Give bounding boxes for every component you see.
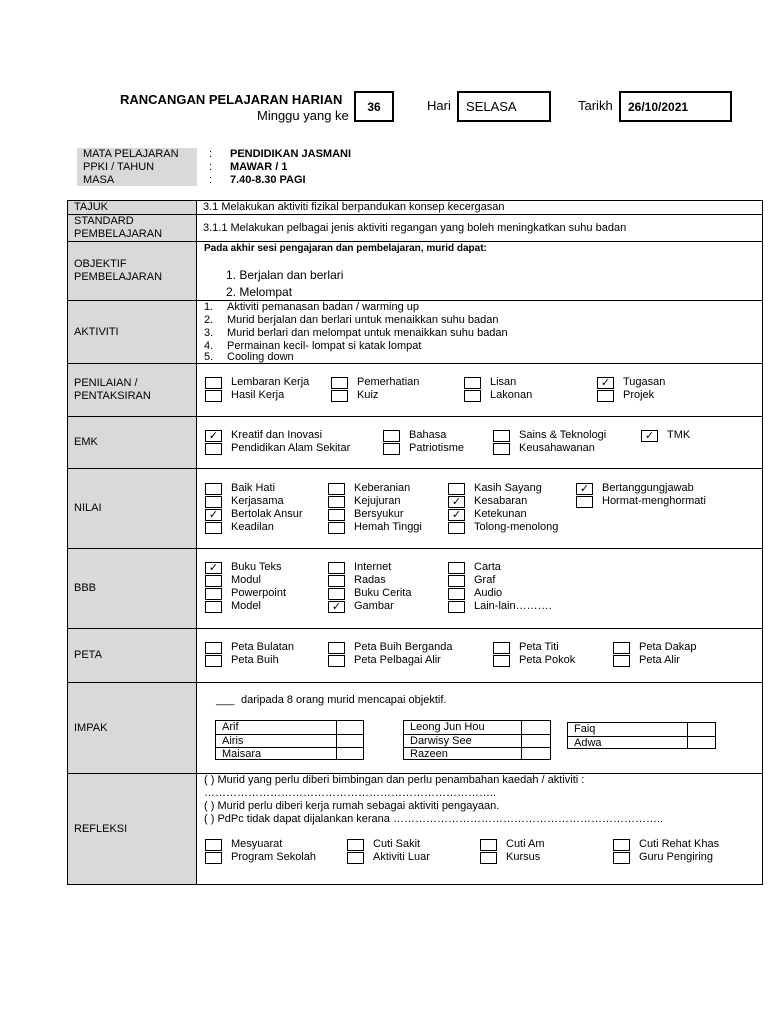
objektif-intro: Pada akhir sesi pengajaran dan pembelajaran, murid dapat:: [204, 243, 487, 254]
option-label: Tolong-menolong: [474, 521, 559, 533]
checkbox[interactable]: [331, 390, 348, 402]
option-label: Pendidikan Alam Sekitar: [231, 442, 351, 454]
student-name-table: [403, 720, 551, 760]
penilaian-label: PENILAIAN / PENTAKSIRAN: [68, 364, 197, 416]
option-label: Modul: [231, 574, 261, 586]
impak-blank[interactable]: ___: [216, 694, 235, 706]
refleksi-line: ……………………………………………………………………..: [204, 787, 497, 799]
option-label: Radas: [354, 574, 386, 586]
aktiviti-label: AKTIVITI: [68, 301, 197, 363]
refleksi-label: REFLEKSI: [68, 774, 197, 884]
checkbox[interactable]: [328, 642, 345, 654]
checkbox[interactable]: [448, 575, 465, 587]
checkmark-icon[interactable]: ✓: [597, 377, 614, 389]
option-label: Lakonan: [490, 389, 533, 401]
checkbox[interactable]: [328, 509, 345, 521]
student-name: Arif: [222, 721, 239, 733]
option-label: Sains & Teknologi: [519, 429, 607, 441]
checkbox[interactable]: [613, 655, 630, 667]
checkbox[interactable]: [613, 839, 630, 851]
option-label: Peta Alir: [639, 654, 680, 666]
option-label: Aktiviti Luar: [373, 851, 430, 863]
checkbox[interactable]: [205, 588, 222, 600]
checkbox[interactable]: [205, 575, 222, 587]
checkbox[interactable]: [347, 852, 364, 864]
checkbox[interactable]: [448, 483, 465, 495]
checkbox[interactable]: [613, 642, 630, 654]
checkbox[interactable]: [205, 496, 222, 508]
refleksi-line: ( ) Murid yang perlu diberi bimbingan dan perlu penambahan kaedah / aktiviti :: [204, 774, 585, 786]
checkbox[interactable]: [464, 390, 481, 402]
option-label: Patriotisme: [409, 442, 465, 454]
aktiviti-num: 1.: [204, 301, 214, 313]
impak-statement: daripada 8 orang murid mencapai objektif.: [241, 694, 447, 706]
option-label: Model: [231, 600, 261, 612]
page-title: RANCANGAN PELAJARAN HARIAN: [120, 92, 343, 107]
class-label: PPKI / TAHUN: [83, 161, 155, 173]
student-name: Faiq: [574, 723, 596, 735]
checkbox[interactable]: [613, 852, 630, 864]
standard-label: STANDARD PEMBELAJARAN: [68, 215, 197, 241]
option-label: Lisan: [490, 376, 517, 388]
option-label: Peta Pelbagai Alir: [354, 654, 441, 666]
option-label: Lain-lain……….: [474, 600, 552, 612]
option-label: Peta Titi: [519, 641, 559, 653]
option-label: Peta Buih Berganda: [354, 641, 453, 653]
checkbox[interactable]: [493, 430, 510, 442]
aktiviti-num: 5.: [204, 351, 214, 363]
checkbox[interactable]: [448, 601, 465, 613]
time-value: 7.40-8.30 PAGI: [230, 174, 306, 186]
colon: :: [209, 148, 213, 160]
checkmark-icon[interactable]: ✓: [328, 601, 345, 613]
option-label: Hemah Tinggi: [354, 521, 422, 533]
aktiviti-item: Murid berjalan dan berlari untuk menaikkan suhu badan: [227, 314, 499, 326]
objektif-item: 2. Melompat: [226, 285, 293, 299]
aktiviti-item: Cooling down: [227, 351, 294, 363]
option-label: Keusahawanan: [519, 442, 595, 454]
student-name: Darwisy See: [404, 734, 550, 747]
subject-value: PENDIDIKAN JASMANI: [230, 148, 352, 160]
aktiviti-item: Murid berlari dan melompat untuk menaikkan suhu badan: [227, 327, 508, 339]
colon: :: [209, 174, 213, 186]
checkbox[interactable]: [328, 588, 345, 600]
peta-label: PETA: [68, 629, 197, 682]
checkbox[interactable]: [205, 522, 222, 534]
option-label: Carta: [474, 561, 501, 573]
aktiviti-item: Permainan kecil- lompat si katak lompat: [227, 340, 422, 352]
checkbox[interactable]: [328, 496, 345, 508]
option-label: Powerpoint: [231, 587, 287, 599]
option-label: Keadilan: [231, 521, 274, 533]
checkmark-icon[interactable]: ✓: [448, 509, 465, 521]
checkbox[interactable]: [205, 839, 222, 851]
checkmark-icon[interactable]: ✓: [576, 483, 593, 495]
option-label: Audio: [474, 587, 503, 599]
option-label: Kuiz: [357, 389, 379, 401]
checkbox[interactable]: [205, 642, 222, 654]
option-label: Program Sekolah: [231, 851, 316, 863]
week-label: Minggu yang ke: [257, 108, 349, 123]
date-label: Tarikh: [578, 98, 613, 113]
objektif-label: OBJEKTIF PEMBELAJARAN: [68, 242, 197, 300]
checkbox[interactable]: [480, 852, 497, 864]
option-label: Kejujuran: [354, 495, 401, 507]
student-name: Airis: [216, 734, 363, 747]
option-label: Cuti Sakit: [373, 838, 421, 850]
option-label: Cuti Rehat Khas: [639, 838, 720, 850]
option-label: Bertanggungjawab: [602, 482, 694, 494]
option-label: Buku Cerita: [354, 587, 412, 599]
checkmark-icon[interactable]: ✓: [641, 430, 658, 442]
checkbox[interactable]: [597, 390, 614, 402]
option-label: Pemerhatian: [357, 376, 420, 388]
checkbox[interactable]: [205, 443, 222, 455]
tajuk-value: 3.1 Melakukan aktiviti fizikal berpandukan konsep kecergasan: [203, 201, 505, 213]
student-name: Leong Jun Hou: [410, 721, 485, 733]
impak-label: IMPAK: [68, 683, 197, 773]
checkmark-icon[interactable]: ✓: [205, 562, 222, 574]
checkbox[interactable]: [480, 839, 497, 851]
option-label: Kesabaran: [474, 495, 528, 507]
aktiviti-num: 3.: [204, 327, 214, 339]
option-label: Peta Dakap: [639, 641, 697, 653]
checkbox[interactable]: [331, 377, 348, 389]
day-label: Hari: [427, 98, 451, 113]
option-label: Peta Bulatan: [231, 641, 294, 653]
checkmark-icon[interactable]: ✓: [448, 496, 465, 508]
checkbox[interactable]: [347, 839, 364, 851]
option-label: Kursus: [506, 851, 541, 863]
checkbox[interactable]: [205, 390, 222, 402]
option-label: Peta Pokok: [519, 654, 576, 666]
colon: :: [209, 161, 213, 173]
option-label: Kreatif dan Inovasi: [231, 429, 323, 441]
time-label: MASA: [83, 174, 115, 186]
checkbox[interactable]: [205, 655, 222, 667]
aktiviti-num: 4.: [204, 340, 214, 352]
checkbox[interactable]: [328, 575, 345, 587]
class-value: MAWAR / 1: [230, 161, 288, 173]
student-name-table: [215, 720, 364, 760]
subject-label: MATA PELAJARAN: [83, 148, 179, 160]
student-name: Razeen: [404, 747, 550, 760]
option-label: Gambar: [354, 600, 394, 612]
option-label: Cuti Am: [506, 838, 545, 850]
checkmark-icon[interactable]: ✓: [205, 430, 222, 442]
option-label: Bertolak Ansur: [231, 508, 303, 520]
checkbox[interactable]: [328, 522, 345, 534]
option-label: Bersyukur: [354, 508, 404, 520]
option-label: Baik Hati: [231, 482, 276, 494]
option-label: Internet: [354, 561, 392, 573]
nilai-label: NILAI: [68, 469, 197, 548]
checkbox[interactable]: [383, 430, 400, 442]
checkbox[interactable]: [576, 496, 593, 508]
checkbox[interactable]: [383, 443, 400, 455]
checkbox[interactable]: [493, 655, 510, 667]
student-name: Adwa: [568, 736, 715, 749]
refleksi-line: ( ) PdPc tidak dapat dijalankan kerana ………………………………………………………………..: [204, 813, 664, 825]
checkbox[interactable]: [328, 483, 345, 495]
refleksi-line: ( ) Murid perlu diberi kerja rumah sebagai aktiviti pengayaan.: [204, 800, 500, 812]
option-label: Kasih Sayang: [474, 482, 542, 494]
option-label: TMK: [667, 429, 691, 441]
emk-label: EMK: [68, 417, 197, 468]
checkbox[interactable]: [493, 642, 510, 654]
aktiviti-item: Aktiviti pemanasan badan / warming up: [227, 301, 419, 313]
standard-value: 3.1.1 Melakukan pelbagai jenis aktiviti regangan yang boleh meningkatkan suhu badan: [203, 222, 627, 234]
bbb-label: BBB: [68, 549, 197, 628]
option-label: Ketekunan: [474, 508, 527, 520]
checkmark-icon[interactable]: ✓: [205, 509, 222, 521]
lesson-plan-table: [67, 200, 763, 885]
tajuk-label: TAJUK: [68, 201, 197, 214]
option-label: Tugasan: [623, 376, 666, 388]
day-field[interactable]: SELASA: [457, 91, 551, 122]
option-label: Kerjasama: [231, 495, 284, 507]
option-label: Guru Pengiring: [639, 851, 713, 863]
checkbox[interactable]: [205, 377, 222, 389]
checkbox[interactable]: [464, 377, 481, 389]
checkbox[interactable]: [205, 601, 222, 613]
checkbox[interactable]: [448, 588, 465, 600]
option-label: Bahasa: [409, 429, 447, 441]
checkbox[interactable]: [328, 562, 345, 574]
option-label: Projek: [623, 389, 655, 401]
option-label: Hasil Kerja: [231, 389, 285, 401]
option-label: Buku Teks: [231, 561, 282, 573]
checkbox[interactable]: [328, 655, 345, 667]
checkbox[interactable]: [493, 443, 510, 455]
date-field[interactable]: 26/10/2021: [619, 91, 732, 122]
option-label: Lembaran Kerja: [231, 376, 310, 388]
option-label: Keberanian: [354, 482, 411, 494]
option-label: Hormat-menghormati: [602, 495, 706, 507]
option-label: Peta Buih: [231, 654, 279, 666]
student-name: Maisara: [216, 747, 363, 760]
checkbox[interactable]: [205, 852, 222, 864]
checkbox[interactable]: [448, 562, 465, 574]
student-name-table: [567, 722, 716, 749]
objektif-item: 1. Berjalan dan berlari: [226, 268, 344, 282]
week-field[interactable]: 36: [354, 91, 394, 122]
option-label: Graf: [474, 574, 496, 586]
checkbox[interactable]: [448, 522, 465, 534]
aktiviti-num: 2.: [204, 314, 214, 326]
option-label: Mesyuarat: [231, 838, 283, 850]
checkbox[interactable]: [205, 483, 222, 495]
